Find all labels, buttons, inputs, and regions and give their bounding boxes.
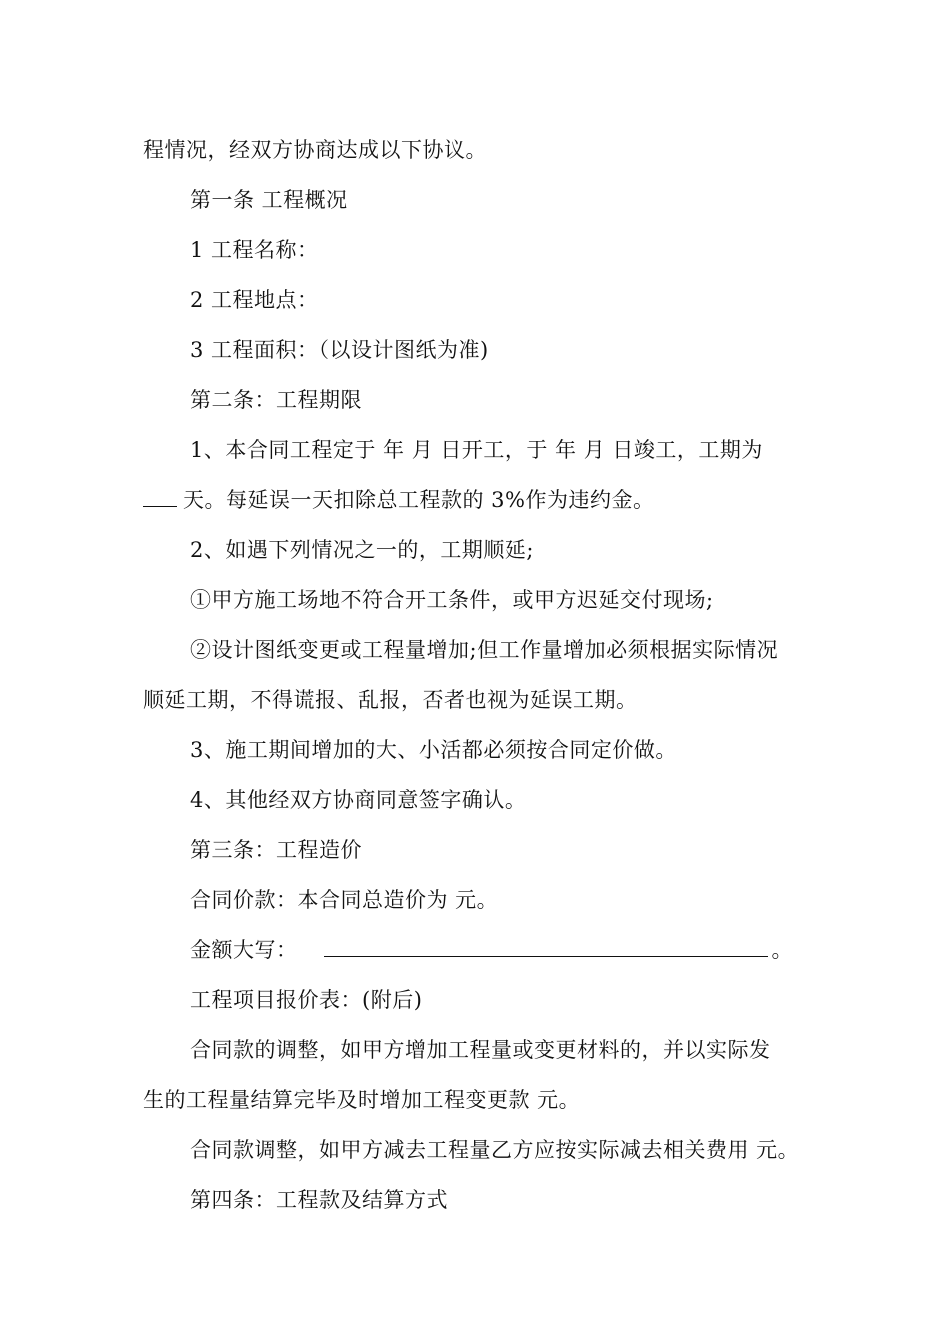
paragraph-line xyxy=(190,986,422,1014)
paragraph-line xyxy=(190,1136,799,1164)
line-text: 1 工程名称： xyxy=(190,238,319,262)
line-text: 生的工程量结算完毕及时增加工程变更款 元。 xyxy=(143,1088,581,1112)
paragraph-line xyxy=(190,736,677,764)
line-text: 工程项目报价表：(附后) xyxy=(190,988,423,1012)
paragraph-line xyxy=(143,486,655,514)
line-text: 合同款调整，如甲方减去工程量乙方应按实际减去相关费用 元。 xyxy=(190,1138,800,1162)
paragraph-line xyxy=(143,136,487,164)
line-text: 2 工程地点： xyxy=(190,288,319,312)
line-text: 程情况，经双方协商达成以下协议。 xyxy=(143,138,487,162)
line-text: ②设计图纸变更或工程量增加;但工作量增加必须根据实际情况 xyxy=(190,638,779,662)
paragraph-line xyxy=(143,1086,580,1114)
list-item xyxy=(190,286,319,314)
line-text: 2、如遇下列情况之一的，工期顺延; xyxy=(190,538,534,562)
list-item xyxy=(190,336,489,364)
section-heading xyxy=(190,186,348,214)
line-text: 天。每延误一天扣除总工程款的 3%作为违约金。 xyxy=(183,488,655,512)
fill-in-blank xyxy=(143,486,177,507)
line-text: 第三条：工程造价 xyxy=(190,838,362,862)
paragraph-line xyxy=(190,786,526,814)
section-heading xyxy=(190,386,362,414)
line-text: 合同款的调整，如甲方增加工程量或变更材料的，并以实际发 xyxy=(190,1038,771,1062)
amount-in-words-blank xyxy=(324,936,768,957)
line-text: ①甲方施工场地不符合开工条件，或甲方迟延交付现场; xyxy=(190,588,714,612)
paragraph-line xyxy=(190,536,534,564)
section-heading xyxy=(190,1186,448,1214)
line-text: 合同价款：本合同总造价为 元。 xyxy=(190,888,499,912)
line-text: 第四条：工程款及结算方式 xyxy=(190,1188,448,1212)
line-text: 3、施工期间增加的大、小活都必须按合同定价做。 xyxy=(190,738,677,762)
paragraph-line xyxy=(190,636,778,664)
section-heading xyxy=(190,836,362,864)
line-text: 第二条：工程期限 xyxy=(190,388,362,412)
paragraph-line xyxy=(190,1036,771,1064)
line-text: 金额大写： xyxy=(190,938,298,962)
line-text: 。 xyxy=(771,938,793,962)
line-text: 4、其他经双方协商同意签字确认。 xyxy=(190,788,527,812)
paragraph-line xyxy=(190,886,498,914)
line-text: 1、本合同工程定于 年 月 日开工，于 年 月 日竣工，工期为 xyxy=(190,438,763,462)
paragraph-line xyxy=(143,686,638,714)
line-text: 第一条 工程概况 xyxy=(190,188,348,212)
line-text: 3 工程面积：（以设计图纸为准) xyxy=(190,338,489,362)
paragraph-line xyxy=(190,436,763,464)
line-text: 顺延工期，不得谎报、乱报，否者也视为延误工期。 xyxy=(143,688,638,712)
paragraph-line xyxy=(190,586,714,614)
list-item xyxy=(190,236,319,264)
paragraph-line xyxy=(190,936,793,964)
